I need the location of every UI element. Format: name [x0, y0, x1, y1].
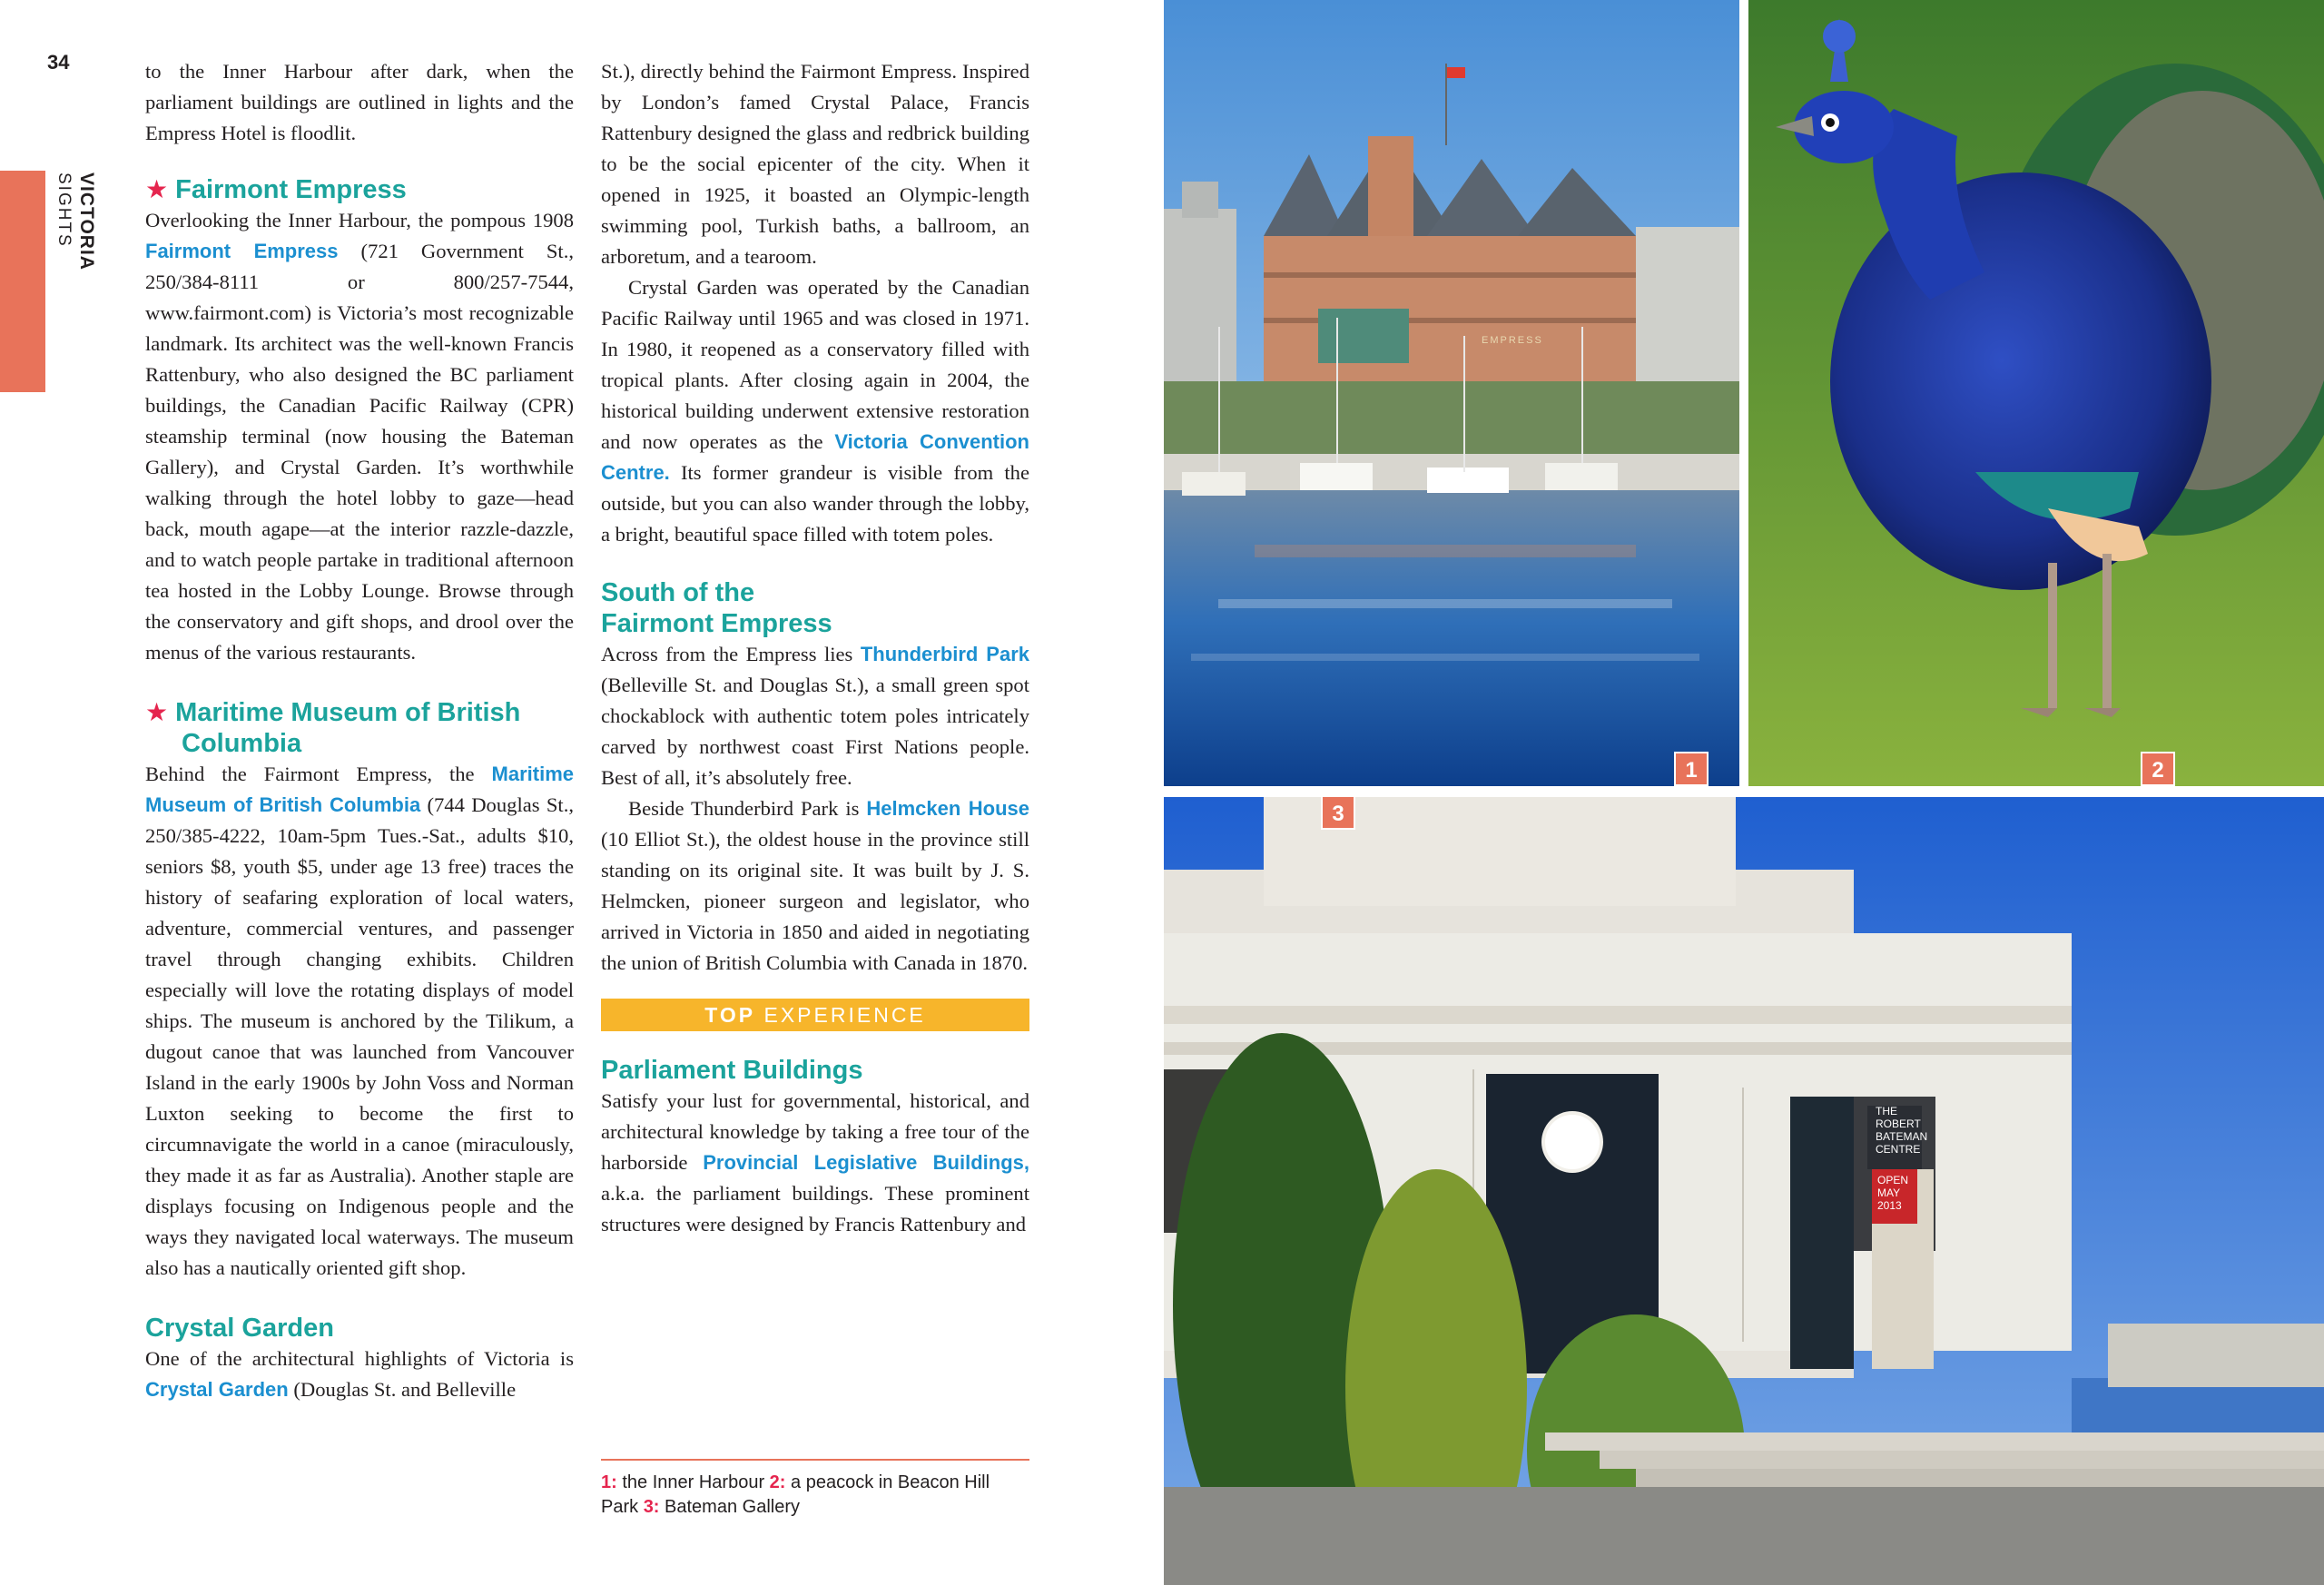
photo-badge-1: 1	[1674, 752, 1709, 786]
gallery-sign-text-4: CENTRE	[1876, 1143, 1921, 1156]
text-column-right	[601, 56, 1029, 1240]
star-icon: ★	[145, 698, 169, 726]
link-thunderbird-park[interactable]: Thunderbird Park	[860, 643, 1030, 665]
photo-badge-2: 2	[2141, 752, 2175, 786]
paragraph-parliament-buildings: Satisfy your lust for governmental, historical, and architectural knowledge by taking a free tour of the harborside Provincial Legislative Buildings, a.k.a. the parliament buildings. These prominent structures were designed by Francis Rattenbury and	[601, 1089, 1029, 1236]
chapter-label	[47, 172, 102, 309]
photo-badge-3: 3	[1321, 795, 1355, 830]
paragraph-crystal-garden: One of the architectural highlights of Victoria is Crystal Garden (Douglas St. and Belleville	[145, 1347, 574, 1401]
link-maritime-museum[interactable]: Maritime Museum of British Columbia	[145, 763, 574, 816]
paragraph-crystal-garden-2: Crystal Garden was operated by the Canadian Pacific Railway until 1965 and was closed in 1971. In 1980, it reopened as a conservatory filled with tropical plants. After closing again in 2004, the historical building underwent extensive restoration and now operates as the Victoria Convention Centre. Its former grandeur is visible from the outside, but you can also wander through the lobby, a bright, beautiful space filled with totem poles.	[601, 276, 1029, 546]
banner-text-2: MAY	[1877, 1186, 1901, 1199]
intro-paragraph: to the Inner Harbour after dark, when the parliament buildings are outlined in lights and the Empress Hotel is floodlit.	[145, 60, 574, 144]
hotel-sign: EMPRESS	[1482, 335, 1543, 346]
paragraph-helmcken-house: Beside Thunderbird Park is Helmcken House (10 Elliot St.), the oldest house in the province still standing on its original site. It was built by J. S. Helmcken, pioneer surgeon and legislator, who arrived in Victoria in 1850 and aided in negotiating the union of British Columbia with Canada in 1870.	[601, 797, 1029, 974]
paragraph-fairmont-empress: Overlooking the Inner Harbour, the pompous 1908 Fairmont Empress (721 Government St., 250/384-8111 or 800/257-7544, www.fairmont.com) is Victoria’s most recognizable landmark. Its architect was the well-known Francis Rattenbury, who also designed the BC parliament buildings, the Canadian Pacific Railway (CPR) steamship terminal (now housing the Bateman Gallery), and Crystal Garden. It’s worthwhile walking through the hotel lobby to gaze—head back, mouth agape—at the interior razzle-dazzle, and to watch people partake in traditional afternoon tea hosted in the Lobby Lounge. Browse through the conservatory and gift shops, and drool over the menus of the various restaurants.	[145, 209, 574, 664]
photo-caption: 1: the Inner Harbour 2: a peacock in Beacon Hill Park 3: Bateman Gallery	[601, 1472, 990, 1517]
chapter-name: VICTORIA	[76, 172, 97, 271]
link-provincial-legislative-buildings[interactable]: Provincial Legislative Buildings,	[703, 1151, 1029, 1174]
caption-rule	[601, 1459, 1029, 1461]
heading-crystal-garden: Crystal Garden	[145, 1314, 334, 1343]
chapter-tab	[0, 171, 45, 392]
photo-inner-harbour	[1164, 0, 1739, 786]
heading-fairmont-empress: ★ Fairmont Empress	[145, 175, 407, 204]
text-column-left	[145, 56, 574, 1405]
photo-peacock	[1748, 0, 2324, 786]
gallery-sign-text-2: ROBERT	[1876, 1117, 1921, 1130]
gallery-sign-text-3: BATEMAN	[1876, 1130, 1928, 1143]
paragraph-thunderbird-park: Across from the Empress lies Thunderbird Park (Belleville St. and Douglas St.), a small green spot chockablock with authentic totem poles intricately carved by northwest coast First Nations people. Best of all, it’s absolutely free.	[601, 643, 1030, 789]
heading-south-of-fairmont: South of the Fairmont Empress	[601, 578, 832, 638]
banner-text-3: 2013	[1877, 1199, 1902, 1212]
link-fairmont-empress[interactable]: Fairmont Empress	[145, 240, 339, 262]
top-experience-banner: TOP EXPERIENCE	[601, 999, 1029, 1031]
link-helmcken-house[interactable]: Helmcken House	[866, 797, 1029, 820]
page-number: 34	[47, 51, 70, 74]
banner-text-1: OPEN	[1877, 1174, 1909, 1186]
link-crystal-garden[interactable]: Crystal Garden	[145, 1378, 289, 1401]
heading-maritime-museum: ★ Maritime Museum of British Columbia	[145, 698, 521, 758]
heading-parliament-buildings: Parliament Buildings	[601, 1056, 863, 1085]
paragraph-maritime-museum: Behind the Fairmont Empress, the Maritime Museum of British Columbia (744 Douglas St., 250/385-4222, 10am-5pm Tues.-Sat., adults $10, seniors $8, youth $5, under age 13 free) traces the history of seafaring exploration of local waters, adventure, commercial ventures, and passenger travel through changing exhibits. Children especially will love the rotating displays of model ships. The museum is anchored by the Tilikum, a dugout canoe that was launched from Vancouver Island in the early 1900s by John Voss and Norman Luxton seeking to become the first to circumnavigate the world in a canoe (miraculously, they made it as far as Australia). Another staple are displays focusing on Indigenous people and the ways they navigated local waterways. The museum also has a nautically oriented gift shop.	[145, 763, 574, 1279]
star-icon: ★	[145, 175, 169, 203]
link-victoria-convention-centre[interactable]: Victoria Convention Centre.	[601, 430, 1029, 484]
photo-bateman-gallery	[1164, 797, 2324, 1585]
section-name: SIGHTS	[54, 172, 74, 248]
gallery-sign-text-1: THE	[1876, 1105, 1897, 1117]
paragraph-crystal-garden-cont: St.), directly behind the Fairmont Empress. Inspired by London’s famed Crystal Palace, Francis Rattenbury designed the glass and redbrick building to be the social epicenter of the city. When it opened in 1925, it boasted an Olympic-length swimming pool, Turkish baths, a ballroom, an arboretum, and a tearoom.	[601, 60, 1029, 268]
